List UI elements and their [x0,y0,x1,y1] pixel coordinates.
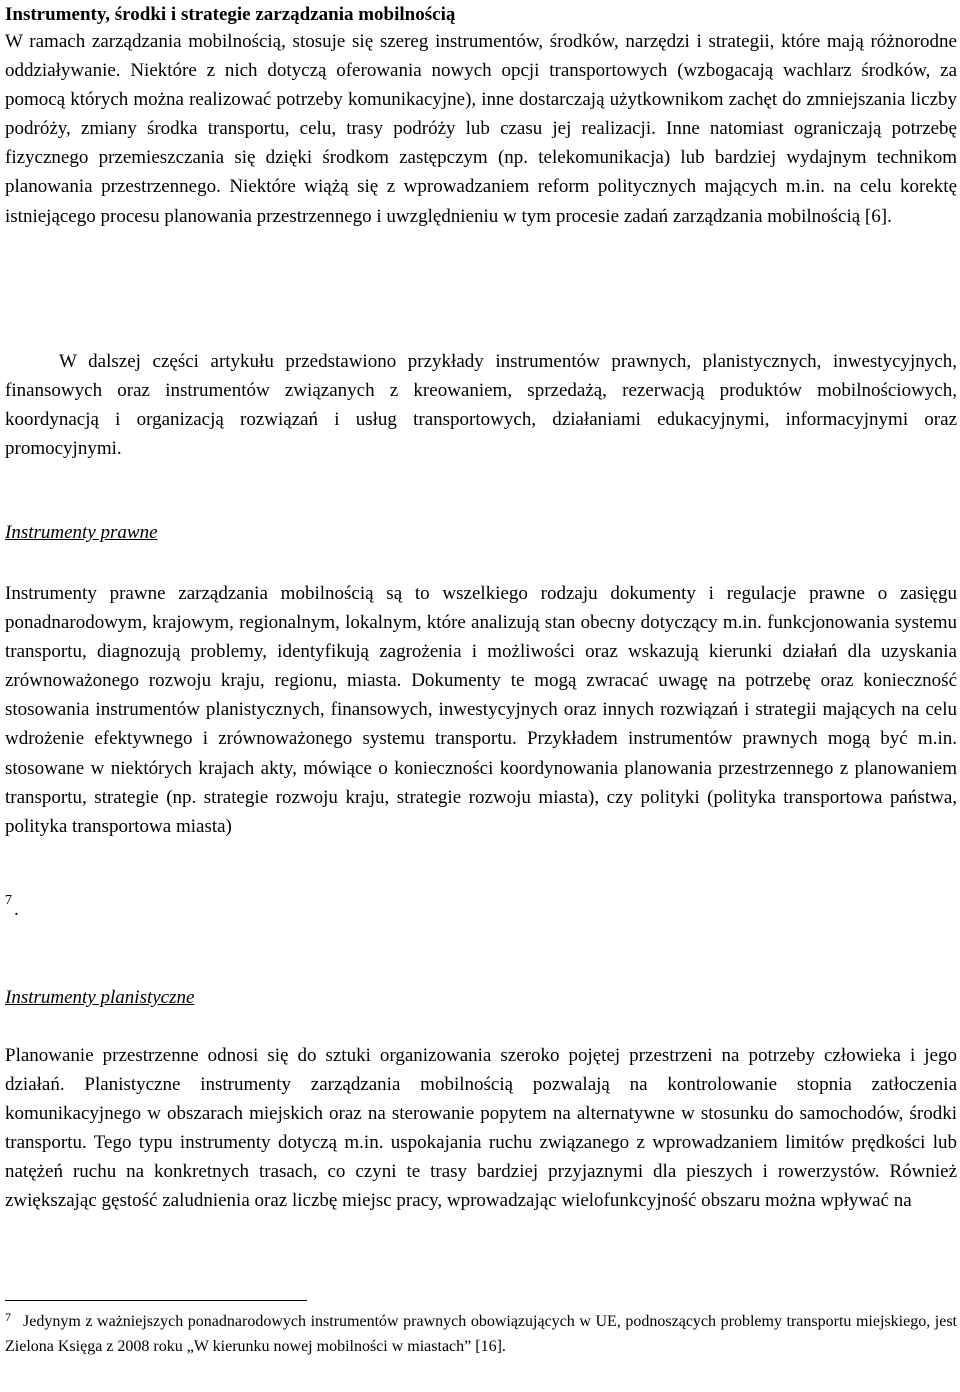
section-paragraph-prawne: Instrumenty prawne zarządzania mobilnością są to wszelkiego rodzaju dokumenty i regulacje prawne o zasięgu ponadnarodowym, krajowym, regionalnym, lokalnym, które analizują stan obecny dotyczący m.in. funkcjonowania systemu transportu, diagnozują problemy, identyfikują zagrożenia i możliwości oraz wskazują kierunki działań dla uzyskania zrównoważonego rozwoju kraju, regionu, miasta. Dokumenty te mogą zwracać uwagę na potrzebę oraz konieczność stosowania instrumentów planistycznych, finansowych, inwestycyjnych oraz innych rozwiązań i strategii mających na celu wdrożenie efektywnego i zrównoważonego systemu transportu. Przykładem instrumentów prawnych mogą być m.in. stosowane w niektórych krajach akty, mówiące o konieczności koordynowania planowania przestrzennego z planowaniem transportu, strategie (np. strategie rozwoju kraju, strategie rozwoju miasta), czy polityki (polityka transportowa państwa, polityka transportowa miasta) [5,583,957,837]
footnote-reference: 7 [5,893,12,908]
section-heading-prawne: Instrumenty prawne [5,522,158,543]
footnote [5,1309,957,1359]
document-title: Instrumenty, środki i strategie zarządzania mobilnością [5,4,456,25]
intro-paragraph-2: W dalszej części artykułu przedstawiono przykłady instrumentów prawnych, planistycznych, inwestycyjnych, finansowych oraz instrumentów związanych z kreowaniem, sprzedażą, rezerwacją produktów mobilnościowych, koordynacją i organizacją rozwiązań i usług transportowych, działaniami edukacyjnymi, informacyjnymi oraz promocyjnymi. [5,351,957,460]
intro-paragraph-1: W ramach zarządzania mobilnością, stosuje się szereg instrumentów, środków, narzędzi i strategii, które mają różnorodne oddziaływanie. Niektóre z nich dotyczą oferowania nowych opcji transportowych (wzbogacają wachlarz środków, za pomocą których można realizować potrzeby komunikacyjne), inne dostarczają użytkownikom zachęt do zmniejszania liczby podróży, zmiany środka transportu, celu, trasy podróży lub czasu jej realizacji. Inne natomiast ograniczają potrzebę fizycznego przemieszczania się dzięki środkom zastępczym (np. telekomunikacja) lub bardziej wydajnym technikom planowania przestrzennego. Niektóre wiążą się z wprowadzaniem reform politycznych mających m.in. na celu korektę istniejącego procesu planowania przestrzennego i uwzględnieniu w tym procesie zadań zarządzania mobilnością [6]. [5,31,957,227]
footnote-separator [5,1300,307,1301]
footnote-number: 7 [5,1310,11,1324]
sentence-end-period: . [14,899,19,920]
section-heading-planistyczne: Instrumenty planistyczne [5,987,195,1008]
footnote-text: Jedynym z ważniejszych ponadnarodowych instrumentów prawnych obowiązujących w UE, podnoszących problemy transportu miejskiego, jest Zielona Księga z 2008 roku „W kierunku nowej mobilności w miastach” [16]. [5,1313,957,1355]
section-paragraph-planistyczne: Planowanie przestrzenne odnosi się do sztuki organizowania szeroko pojętej przestrzeni na potrzeby człowieka i jego działań. Planistyczne instrumenty zarządzania mobilnością pozwalają na kontrolowanie stopnia zatłoczenia komunikacyjnego w obszarach miejskich oraz na sterowanie popytem na alternatywne w stosunku do samochodów, środki transportu. Tego typu instrumenty dotyczą m.in. uspokajania ruchu związanego z wprowadzaniem limitów prędkości lub natężeń ruchu na konkretnych trasach, co czyni te trasy bardziej przyjaznymi dla pieszych i rowerzystów. Również zwiększając gęstość zaludnienia oraz liczbę miejsc pracy, wprowadzając wielofunkcyjność obszaru można wpływać na [5,1045,957,1212]
